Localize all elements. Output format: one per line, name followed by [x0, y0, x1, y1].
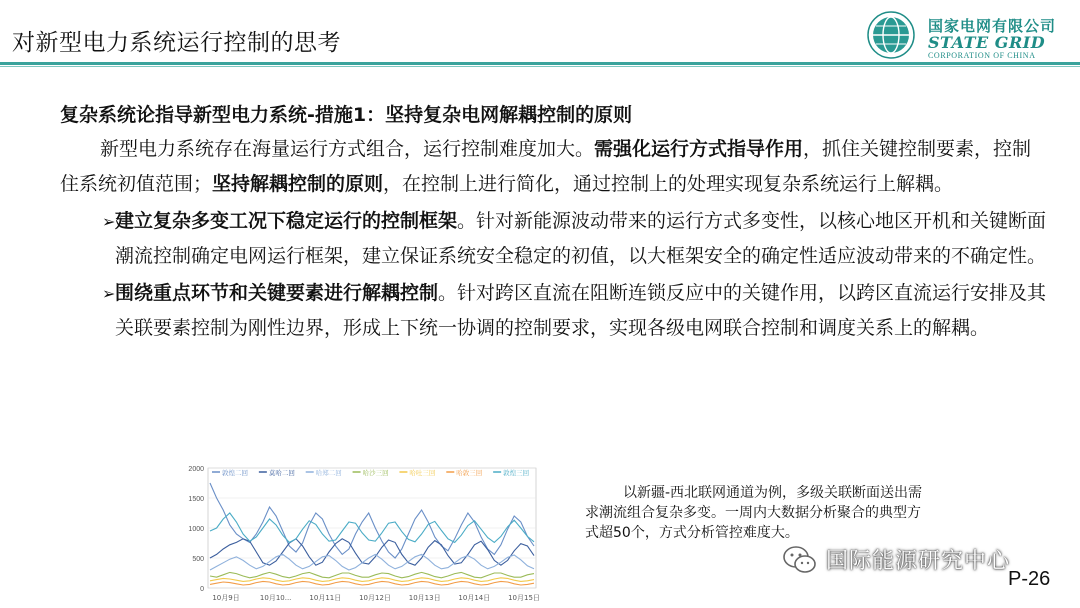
legend-label: 敦煌三回: [503, 469, 530, 477]
bullet-bold: 围绕重点环节和关键要素进行解耦控制: [115, 282, 439, 304]
wechat-icon: [782, 545, 818, 575]
arrow-bullet-icon: ➢: [102, 212, 116, 231]
legend-label: 莫哈二回: [268, 469, 295, 477]
slide-title: 对新型电力系统运行控制的思考: [12, 30, 341, 56]
legend-label: 哈敦三回: [456, 469, 483, 477]
logo-english-name: STATE GRID: [928, 33, 1046, 52]
intro-text-1: 新型电力系统存在海量运行方式组合，运行控制难度加大。: [100, 138, 595, 160]
x-tick-label: 10月9日: [212, 594, 240, 602]
bullet-text: 。针对跨区直流在阻断连锁反应中的关键作用，以跨区直流运行安排及其关联要素控制为刚性边界，形成上下统一协调的控制要求，实现各级电网联合控制和调度关系上的解耦。: [115, 282, 1047, 339]
bullet-item: [60, 204, 1050, 274]
slide-body: [60, 98, 1050, 346]
logo-subtitle: CORPORATION OF CHINA: [928, 51, 1036, 60]
legend-label: 敦煌二回: [222, 469, 248, 477]
y-tick-label: 500: [192, 556, 204, 563]
x-tick-label: 10月14日: [458, 594, 491, 602]
globe-logo-icon: [866, 10, 916, 60]
intro-text-3: ，在控制上进行简化，通过控制上的处理实现复杂系统运行上解耦。: [383, 173, 954, 195]
y-tick-label: 1000: [188, 526, 204, 533]
section-title: 复杂系统论指导新型电力系统-措施1：坚持复杂电网解耦控制的原则: [60, 104, 633, 126]
header-divider: [0, 62, 1080, 65]
caption-text: 以新疆-西北联网通道为例，多级关联断面送出需求潮流组合复杂多变。一周内大数据分析聚合的典型方式超50个，方式分析管控难度大。: [585, 485, 923, 541]
intro-bold-2: 坚持解耦控制的原则: [212, 173, 384, 195]
y-tick-label: 1500: [188, 496, 204, 503]
bullet-bold: 建立复杂多变工况下稳定运行的控制框架: [115, 210, 458, 232]
intro-bold-1: 需强化运行方式指导作用: [594, 138, 804, 160]
intro-paragraph: [60, 132, 1050, 202]
logo-chinese-name: 国家电网有限公司: [928, 17, 1057, 35]
watermark-text: 国际能源研究中心: [826, 549, 1011, 574]
slide-header: [0, 0, 1080, 68]
x-tick-label: 10月12日: [359, 594, 391, 602]
y-tick-label: 0: [200, 586, 204, 593]
y-tick-label: 2000: [188, 466, 204, 473]
x-tick-label: 10月15日: [508, 594, 540, 602]
x-tick-label: 10月10...: [259, 594, 292, 602]
x-tick-label: 10月13日: [408, 594, 441, 602]
bullet-item: [60, 276, 1050, 346]
legend-label: 哈吐三回: [409, 469, 436, 477]
chart-caption: [585, 483, 930, 543]
power-flow-line-chart: [178, 454, 550, 608]
legend-label: 哈郑二回: [315, 469, 342, 477]
header-divider-thin: [0, 66, 1080, 67]
legend-label: 哈沙三回: [362, 469, 389, 477]
x-tick-label: 10月11日: [309, 594, 342, 602]
arrow-bullet-icon: ➢: [102, 284, 116, 303]
bullet-text: 。针对新能源波动带来的运行方式多变性，以核心地区开机和关键断面潮流控制确定电网运行框架，建立保证系统安全稳定的初值，以大框架安全的确定性适应波动带来的不确定性。: [115, 210, 1047, 267]
page-number: P-26: [1008, 568, 1051, 590]
intro-text-2: ，抓住关键控制要素，控制住系统初值范围；: [60, 138, 1032, 195]
state-grid-logo: [858, 8, 1080, 62]
